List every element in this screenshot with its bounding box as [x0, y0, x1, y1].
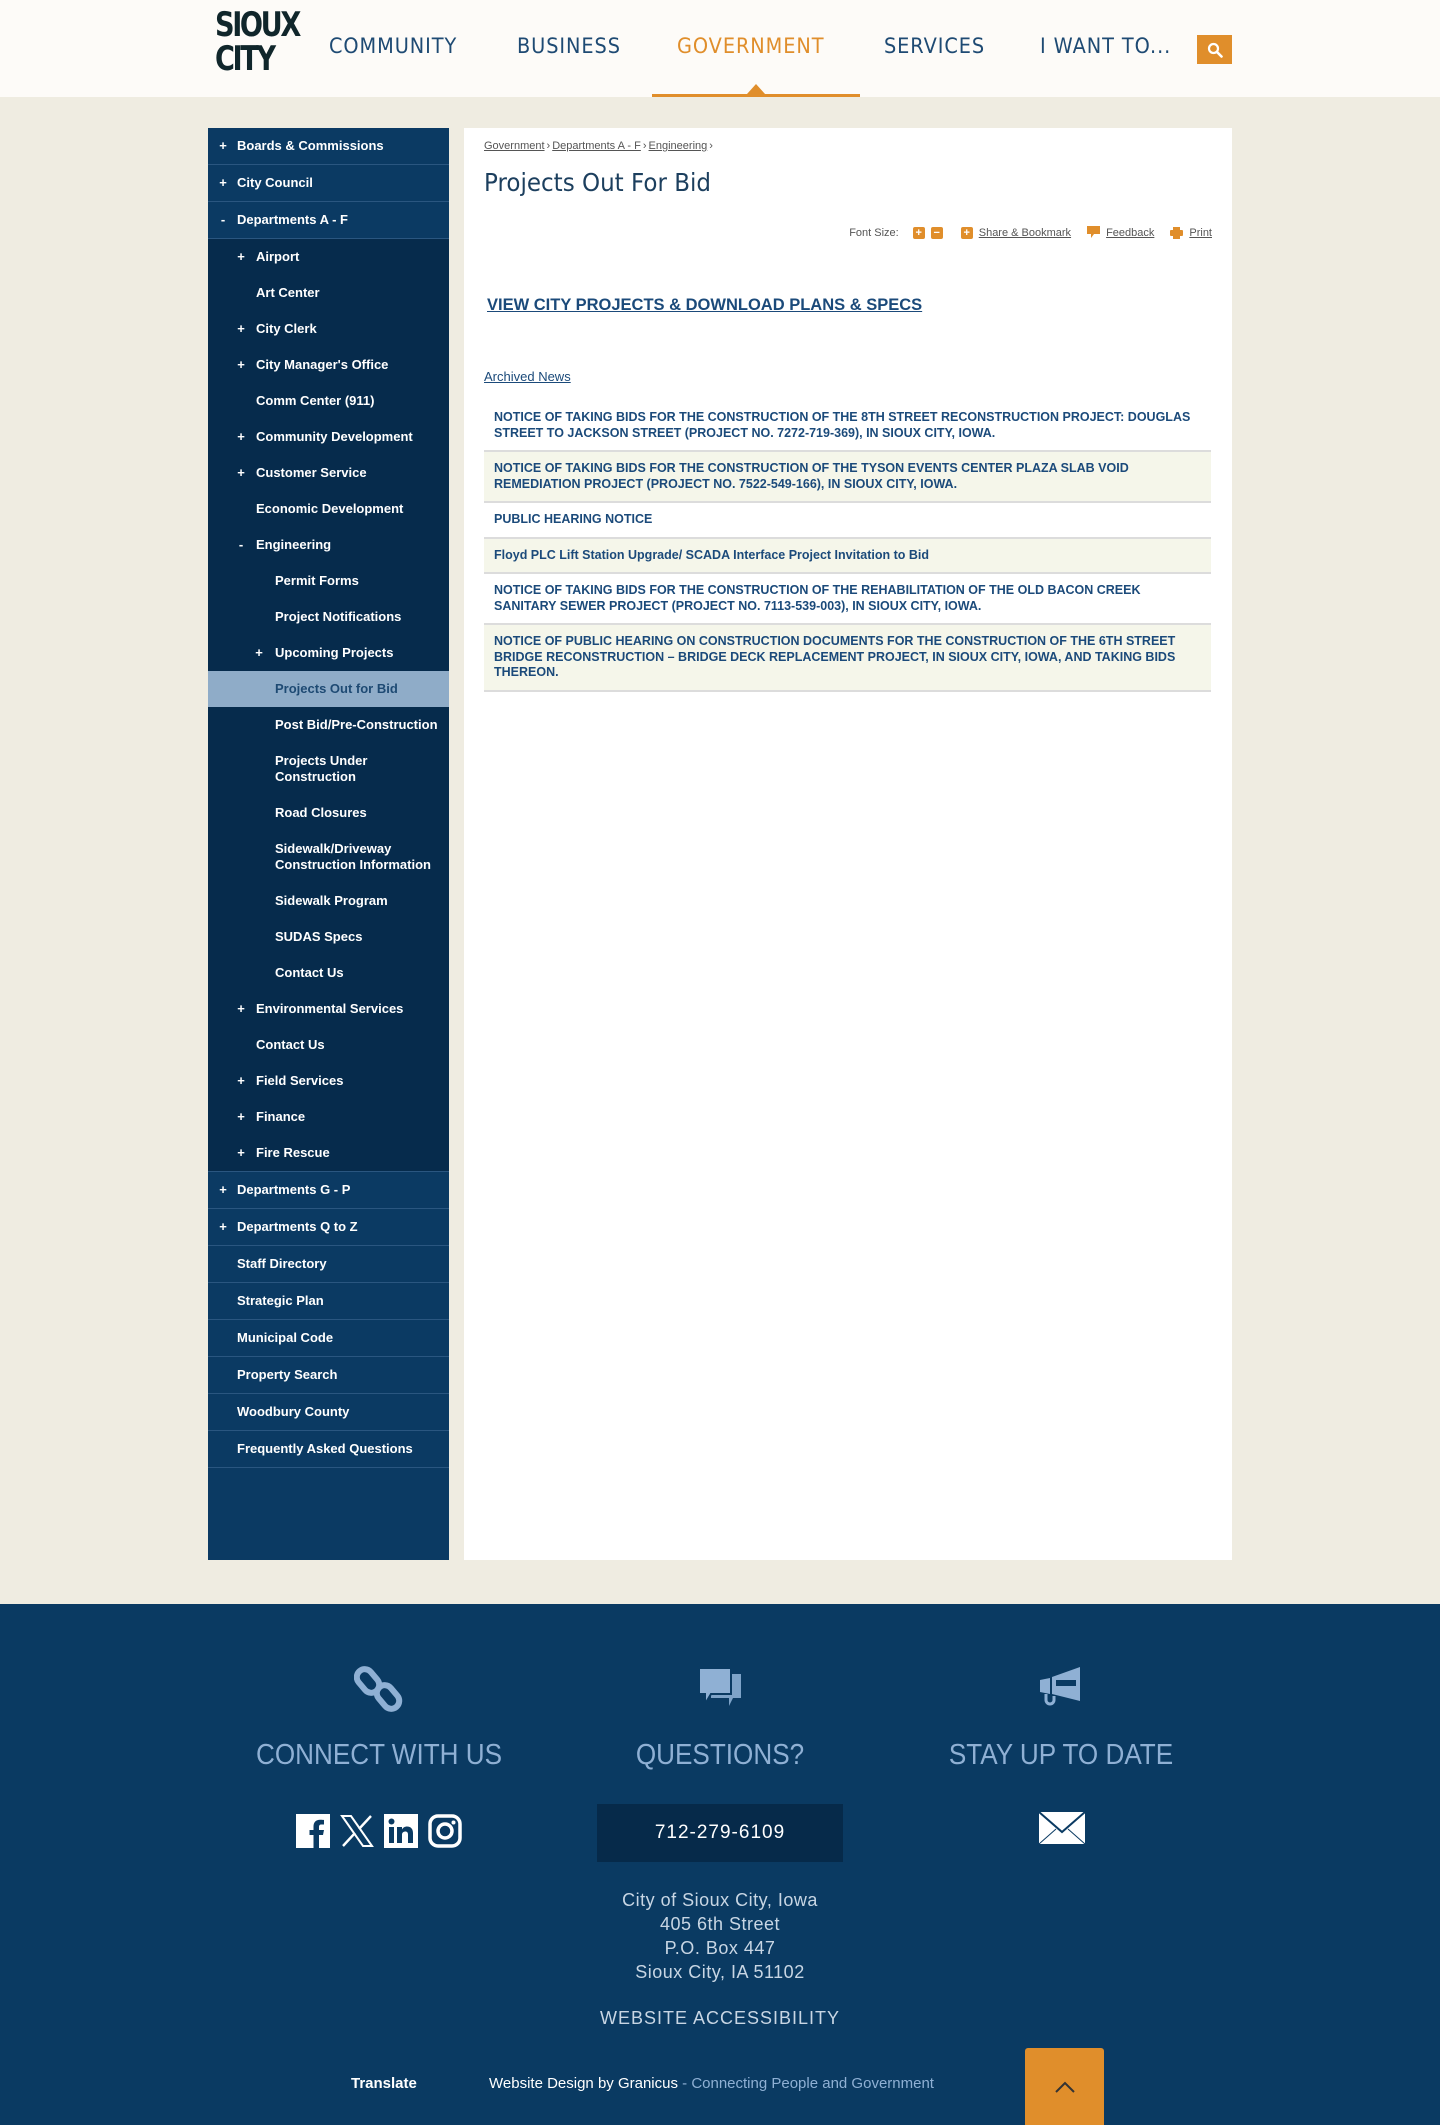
- sidebar-item[interactable]: [208, 527, 449, 563]
- sidebar-item[interactable]: [208, 991, 449, 1027]
- sidebar-item-label: Art Center: [256, 285, 320, 300]
- expand-icon[interactable]: +: [219, 1219, 227, 1234]
- sidebar-item-label: Boards & Commissions: [237, 138, 384, 153]
- expand-icon[interactable]: +: [237, 429, 245, 444]
- website-accessibility-link[interactable]: WEBSITE ACCESSIBILITY: [599, 2008, 841, 2028]
- sidebar-item[interactable]: [208, 883, 449, 919]
- sidebar-item-label: Sidewalk/Driveway Construction Information: [275, 841, 431, 872]
- sidebar-item-label: Customer Service: [256, 465, 367, 480]
- sidebar-item[interactable]: [208, 635, 449, 671]
- breadcrumb: Government › Departments A - F › Engineering ›: [484, 140, 713, 152]
- news-item[interactable]: Floyd PLC Lift Station Upgrade/ SCADA Interface Project Invitation to Bid: [484, 539, 1211, 575]
- expand-icon[interactable]: +: [237, 1073, 245, 1088]
- sidebar-item-label: Projects Out for Bid: [275, 681, 398, 696]
- chat-bubbles-icon: [695, 1664, 745, 1714]
- sidebar-item[interactable]: [208, 1357, 449, 1394]
- sidebar-item[interactable]: [208, 383, 449, 419]
- expand-icon[interactable]: +: [219, 1182, 227, 1197]
- sidebar-item[interactable]: [208, 1027, 449, 1063]
- news-list: [484, 401, 1211, 692]
- breadcrumb-departments-a-f[interactable]: Departments A - F: [552, 140, 641, 152]
- sidebar-item-label: Contact Us: [275, 965, 344, 980]
- nav-business[interactable]: BUSINESS: [517, 34, 621, 58]
- megaphone-icon: [1036, 1664, 1086, 1714]
- sidebar-item[interactable]: [208, 491, 449, 527]
- sidebar-item[interactable]: [208, 455, 449, 491]
- sidebar-item-label: Comm Center (911): [256, 393, 375, 408]
- sidebar-item-label: SUDAS Specs: [275, 929, 363, 944]
- instagram-icon[interactable]: [428, 1814, 462, 1848]
- sidebar-item[interactable]: [208, 831, 449, 883]
- sidebar-item[interactable]: [208, 1063, 449, 1099]
- breadcrumb-government[interactable]: Government: [484, 140, 545, 152]
- sidebar-item[interactable]: [208, 202, 449, 239]
- sidebar-item-label: Field Services: [256, 1073, 344, 1088]
- design-credit: Website Design by Granicus - Connecting People and Government: [489, 2075, 934, 2092]
- sidebar-item[interactable]: [208, 1135, 449, 1171]
- sidebar-item[interactable]: [208, 1431, 449, 1468]
- sidebar-item-label: Community Development: [256, 429, 413, 444]
- sidebar-item[interactable]: [208, 1283, 449, 1320]
- active-nav-caret: [747, 84, 765, 94]
- news-item[interactable]: PUBLIC HEARING NOTICE: [484, 503, 1211, 539]
- expand-icon[interactable]: +: [219, 138, 227, 153]
- site-footer: [0, 1604, 1440, 2125]
- sidebar-item-label: City Clerk: [256, 321, 317, 336]
- sidebar-item-label: Projects Under Construction: [275, 753, 368, 784]
- departments-a-f-submenu: [208, 239, 449, 1172]
- sidebar-item[interactable]: [208, 1246, 449, 1283]
- print-link[interactable]: Print: [1189, 226, 1212, 239]
- share-bookmark-link[interactable]: Share & Bookmark: [978, 226, 1072, 239]
- sidebar-item-label: Airport: [256, 249, 300, 264]
- sidebar-item[interactable]: [208, 311, 449, 347]
- collapse-icon[interactable]: -: [220, 212, 226, 227]
- news-item[interactable]: NOTICE OF TAKING BIDS FOR THE CONSTRUCTION OF THE 8TH STREET RECONSTRUCTION PROJECT: DOUGLAS STREET TO JACKSON STREET (PROJECT NO. 7272-719-369), IN SIOUX CITY, IOWA.: [484, 401, 1211, 452]
- linkedin-icon[interactable]: [384, 1814, 418, 1848]
- email-envelope-icon[interactable]: [1038, 1811, 1086, 1845]
- sidebar-item[interactable]: [208, 1172, 449, 1209]
- sidebar-item[interactable]: [208, 275, 449, 311]
- sidebar-item-label: Road Closures: [275, 805, 367, 820]
- print-icon: [1170, 227, 1183, 239]
- sidebar-item[interactable]: [208, 743, 449, 795]
- sidebar-item-label: Engineering: [256, 537, 332, 552]
- site-header: [0, 0, 1440, 97]
- back-to-top-button[interactable]: [1025, 2048, 1104, 2125]
- sidebar-item-label: Property Search: [237, 1367, 338, 1382]
- sidebar-item[interactable]: [208, 165, 449, 202]
- sidebar-item-label: Post Bid/Pre-Construction: [275, 717, 438, 732]
- sidebar-item[interactable]: [208, 347, 449, 383]
- sidebar-item[interactable]: [208, 599, 449, 635]
- sidebar-item-label: Woodbury County: [237, 1404, 350, 1419]
- translate-link[interactable]: Translate: [351, 2075, 417, 2092]
- granicus-link[interactable]: Website Design by Granicus: [489, 2075, 678, 2092]
- expand-icon[interactable]: +: [237, 249, 245, 264]
- sidebar-item-label: Fire Rescue: [256, 1145, 330, 1160]
- news-item[interactable]: NOTICE OF TAKING BIDS FOR THE CONSTRUCTION OF THE TYSON EVENTS CENTER PLAZA SLAB VOID REMEDIATION PROJECT (PROJECT NO. 7522-549-166), IN SIOUX CITY, IOWA.: [484, 452, 1211, 503]
- nav-services[interactable]: SERVICES: [884, 34, 986, 58]
- sidebar-item-label: Contact Us: [256, 1037, 325, 1052]
- expand-icon[interactable]: +: [237, 1001, 245, 1016]
- collapse-icon[interactable]: -: [238, 537, 244, 552]
- font-decrease-button[interactable]: −: [931, 227, 943, 239]
- expand-icon[interactable]: +: [255, 645, 263, 660]
- sidebar-item[interactable]: [208, 707, 449, 743]
- sidebar-item-label: Permit Forms: [275, 573, 359, 588]
- social-links: [209, 1814, 549, 1848]
- page-title: Projects Out For Bid: [484, 168, 712, 197]
- sidebar-item[interactable]: [208, 128, 449, 165]
- sidebar-item[interactable]: [208, 795, 449, 831]
- sidebar-item-label: Finance: [256, 1109, 306, 1124]
- sidebar-item[interactable]: [208, 919, 449, 955]
- feedback-icon: [1087, 226, 1100, 239]
- connect-heading: CONNECT WITH US: [255, 1739, 503, 1771]
- news-item[interactable]: NOTICE OF TAKING BIDS FOR THE CONSTRUCTION OF THE REHABILITATION OF THE OLD BACON CREEK SANITARY SEWER PROJECT (PROJECT NO. 7113-539-003), IN SIOUX CITY, IOWA.: [484, 574, 1211, 625]
- sidebar-item-label: Municipal Code: [237, 1330, 334, 1345]
- sidebar-item[interactable]: [208, 1394, 449, 1431]
- sidebar-item[interactable]: [208, 955, 449, 991]
- page-tools: [849, 226, 1212, 239]
- sidebar-item-label: Departments G - P: [237, 1182, 351, 1197]
- expand-icon[interactable]: +: [237, 465, 245, 480]
- news-item[interactable]: NOTICE OF PUBLIC HEARING ON CONSTRUCTION DOCUMENTS FOR THE CONSTRUCTION OF THE 6TH STREET BRIDGE RECONSTRUCTION – BRIDGE DECK REPLACEMENT PROJECT, IN SIOUX CITY, IOWA, AND TAKING BIDS THEREON.: [484, 625, 1211, 692]
- view-city-projects-link[interactable]: VIEW CITY PROJECTS & DOWNLOAD PLANS & SPECS: [487, 296, 923, 314]
- sidebar-item-label: Staff Directory: [237, 1256, 327, 1271]
- expand-icon[interactable]: +: [237, 1109, 245, 1124]
- sidebar-item-label: Upcoming Projects: [275, 645, 394, 660]
- nav-government[interactable]: GOVERNMENT: [677, 34, 825, 58]
- sidebar-item-label: Environmental Services: [256, 1001, 404, 1016]
- font-increase-button[interactable]: +: [913, 227, 925, 239]
- nav-community[interactable]: COMMUNITY: [329, 34, 458, 58]
- archived-news-link[interactable]: Archived News: [484, 369, 571, 384]
- font-size-label: Font Size:: [849, 226, 899, 239]
- phone-number-button[interactable]: 712-279-6109: [597, 1804, 843, 1862]
- feedback-link[interactable]: Feedback: [1106, 226, 1155, 239]
- sidebar-item-label: Departments Q to Z: [237, 1219, 358, 1234]
- sidebar-nav: [208, 128, 449, 1560]
- breadcrumb-engineering[interactable]: Engineering: [648, 140, 708, 152]
- city-address: City of Sioux City, Iowa 405 6th Street P.O. Box 447 Sioux City, IA 51102: [622, 1890, 818, 1982]
- sidebar-item-label: City Manager's Office: [256, 357, 389, 372]
- sidebar-item-label: Project Notifications: [275, 609, 402, 624]
- questions-heading: QUESTIONS?: [635, 1739, 805, 1771]
- stay-up-to-date-heading: STAY UP TO DATE: [948, 1739, 1174, 1771]
- sidebar-item[interactable]: [208, 563, 449, 599]
- sidebar-item[interactable]: [208, 239, 449, 275]
- search-button[interactable]: [1197, 35, 1232, 64]
- expand-icon[interactable]: +: [237, 1145, 245, 1160]
- expand-icon[interactable]: +: [237, 357, 245, 372]
- sidebar-item-label: City Council: [237, 175, 313, 190]
- sidebar-item-label: Sidewalk Program: [275, 893, 388, 908]
- sidebar-item-label: Strategic Plan: [237, 1293, 324, 1308]
- chevron-up-icon: [1054, 2080, 1076, 2094]
- nav-i-want-to[interactable]: I WANT TO...: [1040, 34, 1172, 58]
- facebook-icon[interactable]: [296, 1814, 330, 1848]
- sidebar-item[interactable]: [208, 419, 449, 455]
- sidebar-item-label: Departments A - F: [237, 212, 348, 227]
- sidebar-item-label: Frequently Asked Questions: [237, 1441, 413, 1456]
- sidebar-item[interactable]: [208, 1099, 449, 1135]
- expand-icon[interactable]: +: [237, 321, 245, 336]
- sioux-city-logo[interactable]: SIOUX CITY: [215, 5, 299, 79]
- sidebar-item-label: Economic Development: [256, 501, 404, 516]
- search-icon: [1207, 42, 1223, 58]
- sidebar-item[interactable]: [208, 671, 449, 707]
- x-twitter-icon[interactable]: [340, 1814, 374, 1848]
- link-chain-icon: [354, 1664, 404, 1714]
- sidebar-item[interactable]: [208, 1320, 449, 1357]
- share-icon: +: [961, 227, 973, 239]
- sidebar-item[interactable]: [208, 1209, 449, 1246]
- expand-icon[interactable]: +: [219, 175, 227, 190]
- active-nav-underline: [652, 94, 860, 97]
- main-content: [464, 128, 1232, 1560]
